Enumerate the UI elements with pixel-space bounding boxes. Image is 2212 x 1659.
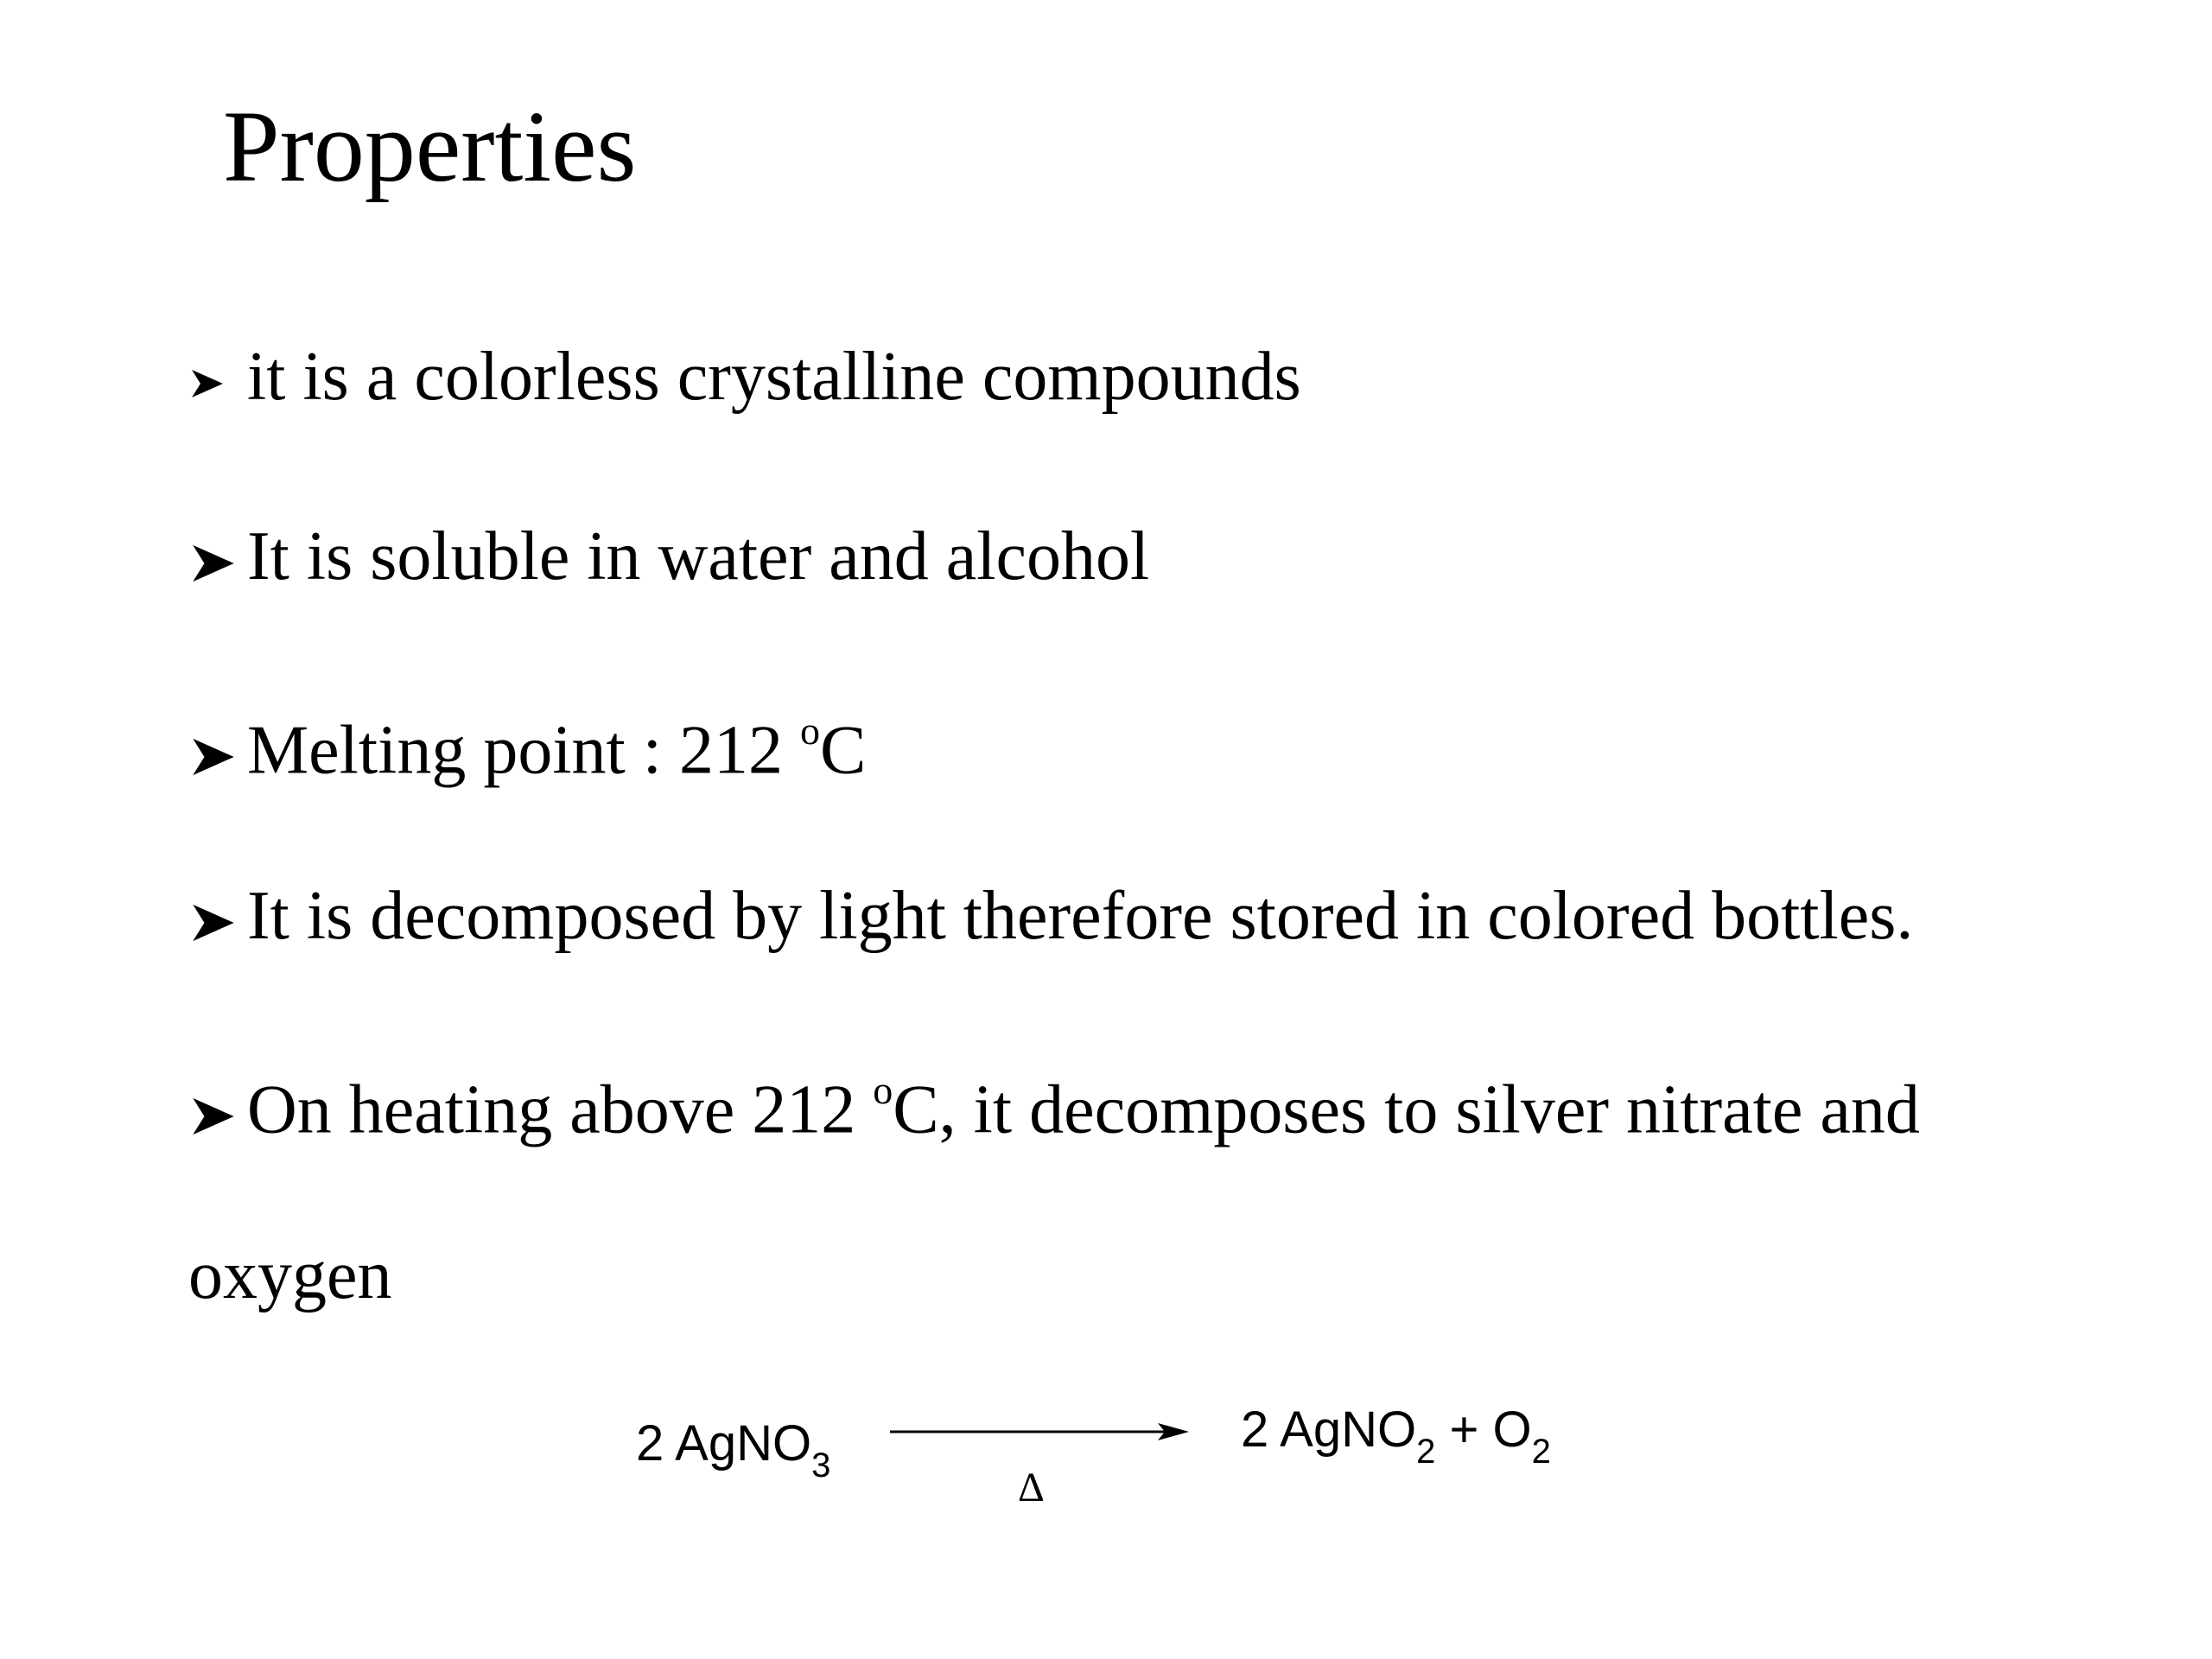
bullet-text-continued: C, it decomposes to silver nitrate and bbox=[893, 1071, 1920, 1148]
reactant-formula: 2 AgNO bbox=[636, 1415, 812, 1471]
plus-oxygen: + O bbox=[1435, 1402, 1532, 1458]
bullet-continuation-oxygen: oxygen bbox=[188, 1237, 392, 1313]
bullet-text: It is soluble in water and alcohol bbox=[247, 518, 1150, 594]
bullet-text: It is decomposed by light therefore stored in colored bottles. bbox=[247, 878, 1914, 954]
degree-superscript: o bbox=[873, 1068, 893, 1112]
product-subscript: 2 bbox=[1416, 1432, 1436, 1471]
bullet-text: it is a colorless crystalline compounds bbox=[247, 339, 1301, 415]
equation-products bbox=[1241, 1400, 1551, 1477]
degree-superscript: o bbox=[800, 709, 820, 753]
equation-reactant bbox=[636, 1414, 830, 1491]
product-formula: 2 AgNO bbox=[1241, 1402, 1417, 1458]
heat-condition: Δ bbox=[1018, 1465, 1045, 1510]
oxygen-subscript: 2 bbox=[1531, 1432, 1551, 1471]
bullet-text: Melting point : 212 bbox=[247, 712, 800, 789]
bullet-text-unit: C bbox=[820, 712, 867, 789]
slide-title: Properties bbox=[223, 90, 637, 203]
reactant-subscript: 3 bbox=[811, 1446, 831, 1484]
reaction-arrow-icon bbox=[890, 1419, 1192, 1449]
bullet-text: On heating above 212 bbox=[247, 1071, 874, 1148]
